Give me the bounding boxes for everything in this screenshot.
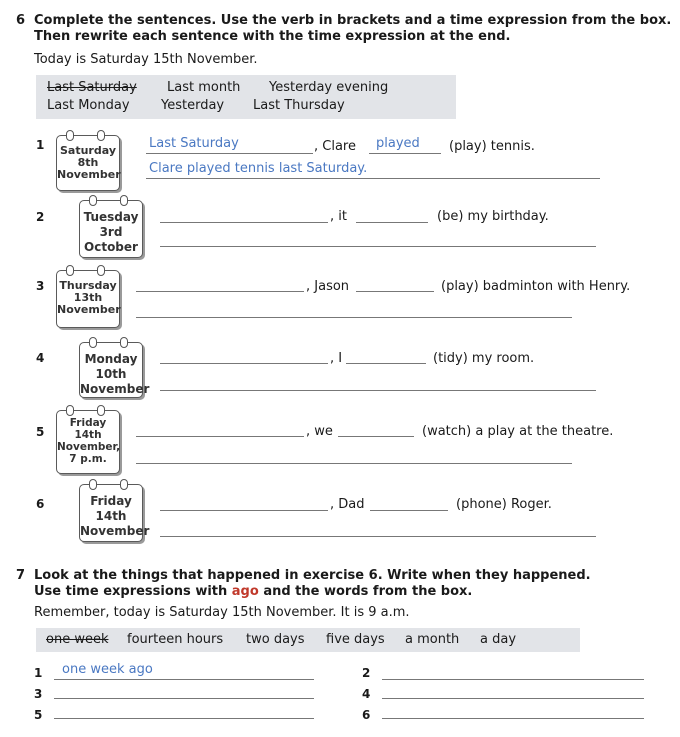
ex7-answer-line[interactable] <box>382 718 644 719</box>
answer-line[interactable] <box>356 222 428 223</box>
ex6-instruction-2: Then rewrite each sentence with the time expression at the end. <box>34 29 511 44</box>
box-word: Last Saturday <box>47 80 137 95</box>
answer-line[interactable] <box>338 436 414 437</box>
ex7-answer-number: 5 <box>34 708 43 722</box>
ex7-answer-line[interactable] <box>382 698 644 699</box>
box-word: five days <box>326 632 385 647</box>
ex6-number: 6 <box>16 13 26 28</box>
calendar-month: November, <box>57 441 121 453</box>
calendar-month: November <box>57 303 121 316</box>
calendar-date: 14th <box>74 429 102 441</box>
answer-time: Last Saturday <box>149 136 239 151</box>
sentence-end: (watch) a play at the theatre. <box>422 424 614 439</box>
item-number: 4 <box>36 351 45 365</box>
box-word: a day <box>480 632 517 647</box>
ex7-answer-number: 3 <box>34 687 43 701</box>
box-word: Yesterday evening <box>269 80 389 95</box>
answer-line[interactable] <box>136 436 304 437</box>
sentence-mid: , Clare <box>314 139 356 154</box>
ex7-answer-line[interactable] <box>54 679 314 680</box>
ex7-instruction-2a: Use time expressions with <box>34 584 232 599</box>
ex7-instruction-1: Look at the things that happened in exercise 6. Write when they happened. <box>34 568 591 583</box>
calendar-date: 14th <box>95 509 127 523</box>
calendar-day: Saturday <box>60 144 116 157</box>
rewrite-line[interactable] <box>160 536 596 537</box>
sentence-end: (play) tennis. <box>449 139 535 154</box>
calendar-icon <box>56 410 120 474</box>
calendar-icon <box>56 270 120 328</box>
box-word: fourteen hours <box>127 632 224 647</box>
answer-line[interactable] <box>160 222 328 223</box>
sentence-mid: , Jason <box>306 279 350 294</box>
sentence-mid: , I <box>330 351 343 366</box>
calendar-date: 13th <box>73 291 103 304</box>
sentence-mid: , Dad <box>330 497 365 512</box>
ex7-answer-line[interactable] <box>54 718 314 719</box>
calendar-day: Monday <box>84 352 138 366</box>
calendar-month: November <box>80 524 150 538</box>
answer-line[interactable] <box>160 363 328 364</box>
answer-line[interactable] <box>346 363 426 364</box>
box-word: Last Monday <box>47 98 130 113</box>
calendar-date: 8th <box>77 156 99 169</box>
calendar-icon <box>79 342 150 398</box>
box-word: Last month <box>167 80 241 95</box>
sentence-end: (play) badminton with Henry. <box>441 279 631 294</box>
ex6-instruction-1: Complete the sentences. Use the verb in brackets and a time expression from the box. <box>34 13 672 28</box>
ex6-today: Today is Saturday 15th November. <box>34 52 258 67</box>
sentence-end: (phone) Roger. <box>456 497 552 512</box>
box-word: a month <box>405 632 460 647</box>
calendar-icon <box>56 135 120 191</box>
answer-line[interactable] <box>369 153 441 154</box>
ex7-answer-number: 4 <box>362 687 371 701</box>
calendar-month: November <box>80 382 150 396</box>
sentence-end: (tidy) my room. <box>433 351 535 366</box>
calendar-day: Friday <box>90 494 132 508</box>
ex7-answer-line[interactable] <box>382 679 644 680</box>
ex7-number: 7 <box>16 568 26 583</box>
ex7-remember: Remember, today is Saturday 15th November. It is 9 a.m. <box>34 605 410 620</box>
ex7-word-box <box>36 628 580 652</box>
box-word: two days <box>246 632 305 647</box>
calendar-icon <box>79 200 143 258</box>
ex7-answer-number: 1 <box>34 666 43 680</box>
ex7-answer-number: 2 <box>362 666 371 680</box>
ex7-answer-1: one week ago <box>62 662 153 677</box>
ex7-instruction-2b: and the words from the box. <box>258 584 473 599</box>
item-number: 3 <box>36 279 45 293</box>
item-number: 2 <box>36 210 45 224</box>
ex6-word-box <box>36 75 456 119</box>
rewrite-line[interactable] <box>146 178 600 179</box>
calendar-date: 3rd <box>99 225 123 239</box>
ex7-answer-line[interactable] <box>54 698 314 699</box>
calendar-day: Friday <box>69 417 107 429</box>
calendar-month: November <box>57 168 121 181</box>
sentence-mid: , it <box>330 209 347 224</box>
answer-verb: played <box>376 136 420 151</box>
ex7-answer-number: 6 <box>362 708 371 722</box>
calendar-icon <box>79 484 150 542</box>
calendar-date: 10th <box>95 367 127 381</box>
item-number: 1 <box>36 138 45 152</box>
rewrite-answer: Clare played tennis last Saturday. <box>149 161 368 176</box>
rewrite-line[interactable] <box>136 463 572 464</box>
answer-line[interactable] <box>146 153 313 154</box>
item-number: 5 <box>36 425 45 439</box>
rewrite-line[interactable] <box>136 317 572 318</box>
answer-line[interactable] <box>356 291 434 292</box>
answer-line[interactable] <box>160 510 328 511</box>
box-word: Last Thursday <box>253 98 345 113</box>
answer-line[interactable] <box>370 510 448 511</box>
ago-keyword: ago <box>231 584 259 599</box>
item-number: 6 <box>36 497 45 511</box>
calendar-day: Tuesday <box>83 210 139 224</box>
calendar-month: October <box>84 240 138 254</box>
box-word: one week <box>46 632 109 647</box>
sentence-end: (be) my birthday. <box>437 209 549 224</box>
calendar-time: 7 p.m. <box>69 453 107 465</box>
ex7-instruction-2 <box>34 584 472 600</box>
answer-line[interactable] <box>136 291 304 292</box>
box-word: Yesterday <box>161 98 225 113</box>
calendar-day: Thursday <box>59 279 117 292</box>
rewrite-line[interactable] <box>160 246 596 247</box>
rewrite-line[interactable] <box>160 390 596 391</box>
sentence-mid: , we <box>306 424 333 439</box>
